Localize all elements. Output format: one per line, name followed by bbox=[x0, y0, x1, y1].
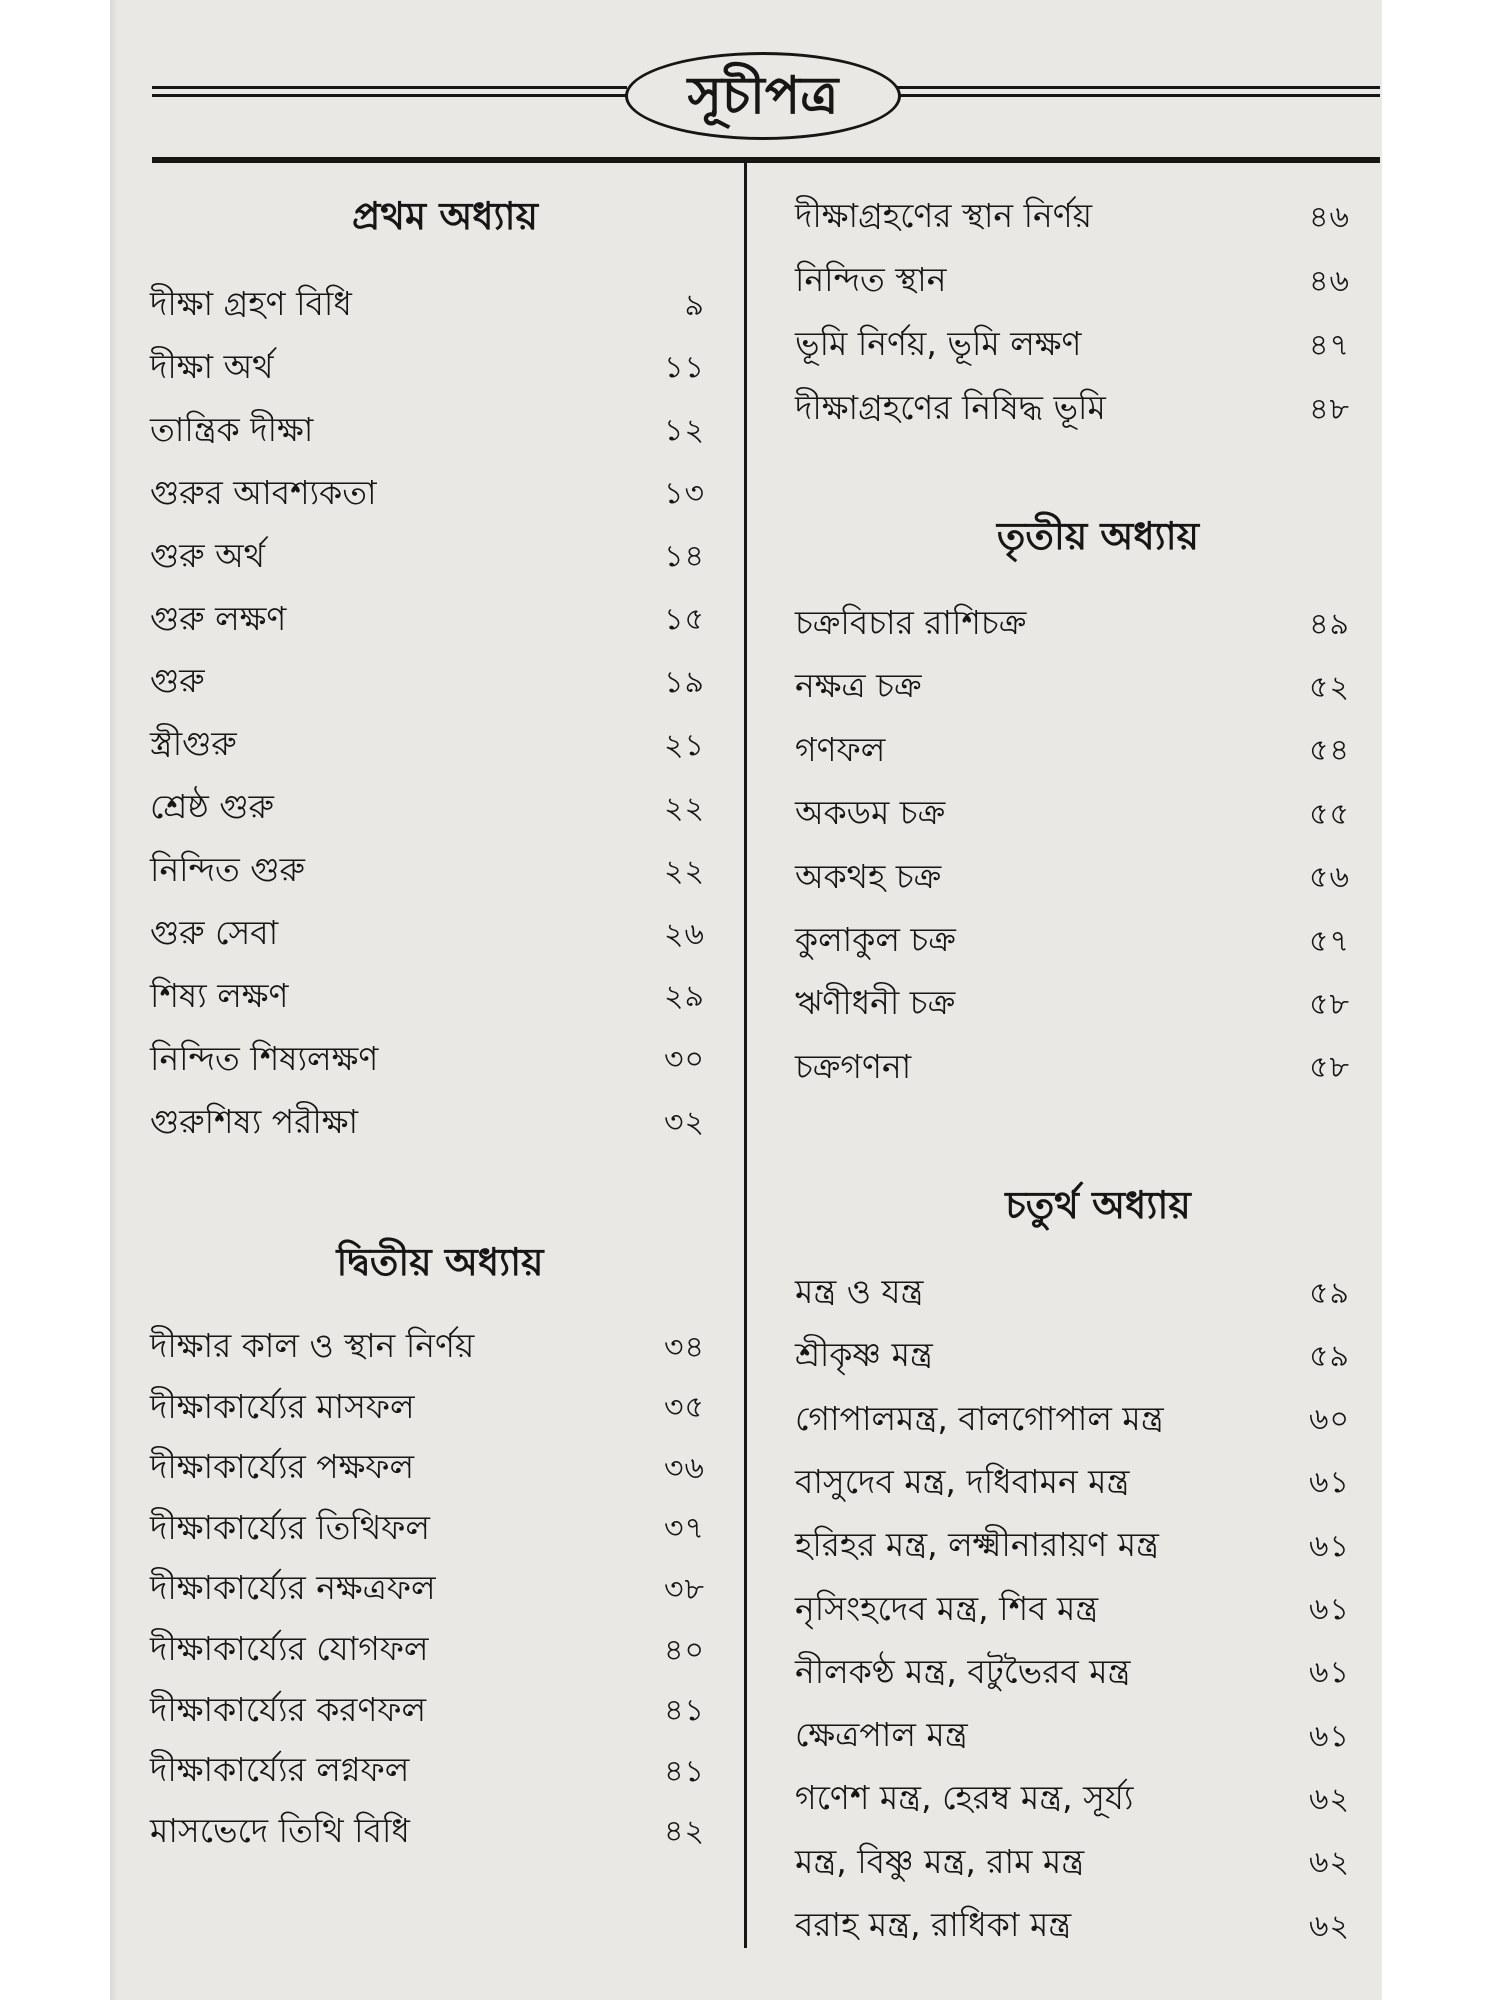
header-thick-rule bbox=[152, 157, 1380, 163]
toc-entry bbox=[150, 655, 705, 711]
toc-entry-title: দীক্ষাকার্য্যের নক্ষত্রফল bbox=[150, 1568, 436, 1608]
toc-entry-title: দীক্ষাকার্য্যের তিথিফল bbox=[150, 1507, 430, 1547]
toc-entry bbox=[795, 1646, 1350, 1702]
toc-entry-page: ৫২ bbox=[1309, 669, 1350, 705]
toc-entry-page: ৪১ bbox=[664, 1753, 705, 1789]
toc-entry bbox=[795, 597, 1350, 653]
toc-entry-title: গুরু bbox=[150, 661, 205, 701]
chapter-heading: প্রথম অধ্যায় bbox=[352, 194, 538, 238]
column-divider bbox=[744, 163, 747, 1948]
toc-entry-title: মাসভেদে তিথি বিধি bbox=[150, 1810, 410, 1850]
toc-entry-title: নৃসিংহদেব মন্ত্র, শিব মন্ত্র bbox=[795, 1588, 1099, 1628]
toc-entry-title: দীক্ষা গ্রহণ বিধি bbox=[150, 284, 352, 323]
toc-entry bbox=[795, 851, 1350, 907]
toc-entry-page: ৬২ bbox=[1308, 1781, 1350, 1817]
toc-entry-page: ৪২ bbox=[664, 1814, 705, 1850]
toc-entry-page: ৬২ bbox=[1308, 1908, 1350, 1944]
toc-entry-title: ঋণীধনী চক্র bbox=[795, 983, 956, 1023]
toc-entry bbox=[150, 1441, 705, 1497]
toc-entry-page: ২৬ bbox=[663, 916, 705, 952]
toc-entry-title: বাসুদেব মন্ত্র, দধিবামন মন্ত্র bbox=[795, 1461, 1130, 1501]
toc-entry-page: ২২ bbox=[663, 790, 705, 826]
toc-entry-title: দীক্ষা অর্থ bbox=[150, 346, 274, 386]
toc-entry-page: ৩২ bbox=[663, 1105, 705, 1141]
toc-entry-page: ২৯ bbox=[664, 979, 705, 1015]
toc-entry-title: শিষ্য লক্ষণ bbox=[150, 975, 289, 1015]
toc-entry-title: নিন্দিত শিষ্যলক্ষণ bbox=[150, 1038, 379, 1078]
toc-entry-title: ক্ষেত্রপাল মন্ত্র bbox=[795, 1715, 968, 1755]
toc-entry-page: ৬১ bbox=[1309, 1655, 1350, 1691]
toc-entry bbox=[150, 781, 705, 837]
toc-entry-title: শ্রীকৃষ্ণ মন্ত্র bbox=[795, 1335, 933, 1375]
toc-entry-page: ৬১ bbox=[1309, 1592, 1350, 1627]
toc-entry-title: গণফল bbox=[795, 729, 886, 769]
toc-entry-page: ২২ bbox=[663, 853, 705, 889]
toc-entry-page: ৪৬ bbox=[1309, 199, 1350, 235]
toc-entry-title: দীক্ষাকার্য্যের যোগফল bbox=[150, 1629, 429, 1668]
toc-entry-title: দীক্ষাকার্য্যের মাসফল bbox=[150, 1386, 415, 1426]
toc-entry-title: দীক্ষার কাল ও স্থান নির্ণয় bbox=[150, 1326, 475, 1365]
toc-entry-title: তান্ত্রিক দীক্ষা bbox=[150, 409, 314, 449]
toc-entry-title: দীক্ষাকার্য্যের করণফল bbox=[150, 1689, 427, 1729]
toc-entry bbox=[150, 1805, 705, 1861]
toc-entry-title: ভূমি নির্ণয়, ভূমি লক্ষণ bbox=[795, 324, 1082, 363]
toc-entry-page: ৫৫ bbox=[1309, 796, 1350, 832]
toc-entry-page: ৫৭ bbox=[1309, 923, 1350, 959]
toc-entry-page: ৩০ bbox=[663, 1042, 705, 1078]
toc-entry-title: চক্রগণনা bbox=[795, 1046, 912, 1086]
toc-entry-title: দীক্ষাগ্রহণের নিষিদ্ধ ভূমি bbox=[795, 388, 1106, 427]
toc-entry-page: ৯ bbox=[684, 287, 705, 323]
toc-entry-page: ৩৫ bbox=[664, 1390, 705, 1426]
toc-entry-title: দীক্ষাগ্রহণের স্থান নির্ণয় bbox=[795, 196, 1093, 235]
toc-entry bbox=[150, 341, 705, 397]
chapter-heading: চতুর্থ অধ্যায় bbox=[1005, 1183, 1191, 1227]
toc-entry bbox=[150, 1320, 705, 1376]
toc-entry-title: গুরুর আবশ্যকতা bbox=[150, 472, 377, 512]
toc-entry-title: গণেশ মন্ত্র, হেরম্ব মন্ত্র, সূর্য্য bbox=[795, 1778, 1134, 1818]
toc-entry bbox=[150, 844, 705, 900]
toc-entry-title: গুরু অর্থ bbox=[150, 535, 266, 575]
toc-entry bbox=[150, 1502, 705, 1558]
toc-entry-title: নীলকণ্ঠ মন্ত্র, বটুভৈরব মন্ত্র bbox=[795, 1651, 1131, 1691]
toc-entry-page: ৫৪ bbox=[1309, 733, 1350, 769]
title-oval bbox=[625, 52, 901, 140]
toc-entry-page: ৫৮ bbox=[1309, 986, 1350, 1022]
toc-entry bbox=[795, 914, 1350, 970]
toc-entry bbox=[795, 382, 1350, 438]
toc-entry bbox=[150, 970, 705, 1026]
toc-entry bbox=[150, 1623, 705, 1679]
toc-entry bbox=[795, 318, 1350, 374]
toc-entry bbox=[795, 1266, 1350, 1322]
toc-entry bbox=[150, 1744, 705, 1800]
toc-entry-page: ৩৬ bbox=[663, 1450, 705, 1486]
toc-entry bbox=[150, 278, 705, 334]
toc-entry-title: বরাহ মন্ত্র, রাধিকা মন্ত্র bbox=[795, 1905, 1072, 1944]
toc-entry-page: ৫৯ bbox=[1309, 1275, 1350, 1311]
toc-entry bbox=[150, 1684, 705, 1740]
toc-entry-page: ৪৬ bbox=[1309, 263, 1350, 299]
toc-entry-title: গুরু লক্ষণ bbox=[150, 598, 287, 638]
toc-entry bbox=[795, 1329, 1350, 1385]
toc-entry-title: শ্রেষ্ঠ গুরু bbox=[150, 787, 274, 827]
title-rule-right-top bbox=[893, 86, 1380, 89]
toc-entry-page: ১৪ bbox=[664, 539, 705, 575]
title-rule-left-bottom bbox=[152, 94, 627, 97]
toc-entry-page: ৩৮ bbox=[664, 1571, 705, 1607]
toc-entry-title: স্ত্রীগুরু bbox=[150, 724, 237, 764]
toc-entry bbox=[795, 1899, 1350, 1955]
toc-entry-title: অকথহ চক্র bbox=[795, 856, 942, 896]
toc-entry-title: দীক্ষাকার্য্যের পক্ষফল bbox=[150, 1447, 415, 1487]
toc-entry-title: মন্ত্র, বিষ্ণু মন্ত্র, রাম মন্ত্র bbox=[795, 1841, 1085, 1881]
title-rule-left-top bbox=[152, 86, 627, 89]
toc-entry bbox=[795, 254, 1350, 310]
toc-entry bbox=[150, 1033, 705, 1089]
toc-entry bbox=[795, 724, 1350, 780]
chapter-heading: তৃতীয় অধ্যায় bbox=[996, 514, 1200, 558]
toc-entry bbox=[795, 1583, 1350, 1639]
toc-entry bbox=[150, 530, 705, 586]
chapter-heading: দ্বিতীয় অধ্যায় bbox=[336, 1240, 544, 1284]
toc-entry-title: নক্ষত্র চক্র bbox=[795, 666, 922, 706]
toc-entry bbox=[150, 1381, 705, 1437]
toc-entry bbox=[795, 1836, 1350, 1892]
toc-entry-title: নিন্দিত গুরু bbox=[150, 850, 305, 890]
toc-entry bbox=[795, 660, 1350, 716]
toc-entry-title: গোপালমন্ত্র, বালগোপাল মন্ত্র bbox=[795, 1398, 1164, 1438]
toc-entry-page: ৬১ bbox=[1309, 1465, 1350, 1501]
toc-entry-page: ৩৭ bbox=[663, 1511, 705, 1547]
toc-entry-page: ৪০ bbox=[664, 1632, 705, 1668]
toc-entry bbox=[150, 404, 705, 460]
toc-entry-page: ৪১ bbox=[664, 1693, 705, 1729]
toc-entry bbox=[795, 977, 1350, 1033]
toc-entry-page: ৪৭ bbox=[1309, 327, 1350, 363]
toc-entry bbox=[150, 718, 705, 774]
toc-entry-page: ৬০ bbox=[1308, 1402, 1350, 1438]
toc-entry-page: ৩৪ bbox=[664, 1329, 705, 1365]
toc-entry bbox=[795, 787, 1350, 843]
toc-entry-page: ১৫ bbox=[664, 602, 705, 637]
toc-entry-page: ৬১ bbox=[1309, 1718, 1350, 1754]
toc-entry-title: মন্ত্র ও যন্ত্র bbox=[795, 1272, 924, 1311]
toc-entry bbox=[795, 1456, 1350, 1512]
toc-entry-page: ৫৯ bbox=[1309, 1338, 1350, 1374]
toc-entry bbox=[795, 1519, 1350, 1575]
toc-entry bbox=[795, 1393, 1350, 1449]
toc-entry-page: ৪৯ bbox=[1309, 606, 1350, 642]
toc-entry bbox=[795, 1041, 1350, 1097]
toc-entry-title: নিন্দিত স্থান bbox=[795, 260, 947, 299]
toc-entry-page: ১১ bbox=[664, 350, 705, 386]
toc-entry-page: ৪৮ bbox=[1309, 391, 1350, 427]
toc-entry-title: গুরুশিষ্য পরীক্ষা bbox=[150, 1101, 359, 1141]
toc-entry-page: ৬২ bbox=[1308, 1845, 1350, 1881]
toc-entry-page: ১২ bbox=[664, 413, 705, 449]
toc-entry-page: ১৩ bbox=[664, 476, 705, 512]
toc-entry-page: ৫৮ bbox=[1309, 1050, 1350, 1086]
toc-entry-title: চক্রবিচার রাশিচক্র bbox=[795, 603, 1027, 642]
toc-entry-page: ৬১ bbox=[1309, 1528, 1350, 1564]
page-edge bbox=[110, 0, 118, 2000]
toc-entry bbox=[795, 1772, 1350, 1828]
toc-entry bbox=[150, 467, 705, 523]
toc-entry-title: দীক্ষাকার্য্যের লগ্নফল bbox=[150, 1750, 410, 1790]
toc-entry-title: গুরু সেবা bbox=[150, 913, 279, 952]
toc-entry bbox=[150, 1096, 705, 1152]
toc-entry bbox=[150, 907, 705, 963]
toc-entry bbox=[150, 593, 705, 649]
toc-entry-page: ৫৬ bbox=[1309, 860, 1350, 896]
toc-entry bbox=[150, 1562, 705, 1618]
toc-entry-page: ২১ bbox=[664, 727, 705, 763]
toc-entry-title: অকডম চক্র bbox=[795, 793, 946, 833]
title-rule-right-bottom bbox=[893, 94, 1380, 97]
toc-entry bbox=[795, 190, 1350, 246]
toc-entry-title: কুলাকুল চক্র bbox=[795, 920, 956, 959]
toc-entry bbox=[795, 1709, 1350, 1765]
page-title: সূচীপত্র bbox=[687, 66, 839, 126]
toc-entry-page: ১৯ bbox=[664, 664, 705, 700]
toc-entry-title: হরিহর মন্ত্র, লক্ষ্মীনারায়ণ মন্ত্র bbox=[795, 1525, 1159, 1565]
